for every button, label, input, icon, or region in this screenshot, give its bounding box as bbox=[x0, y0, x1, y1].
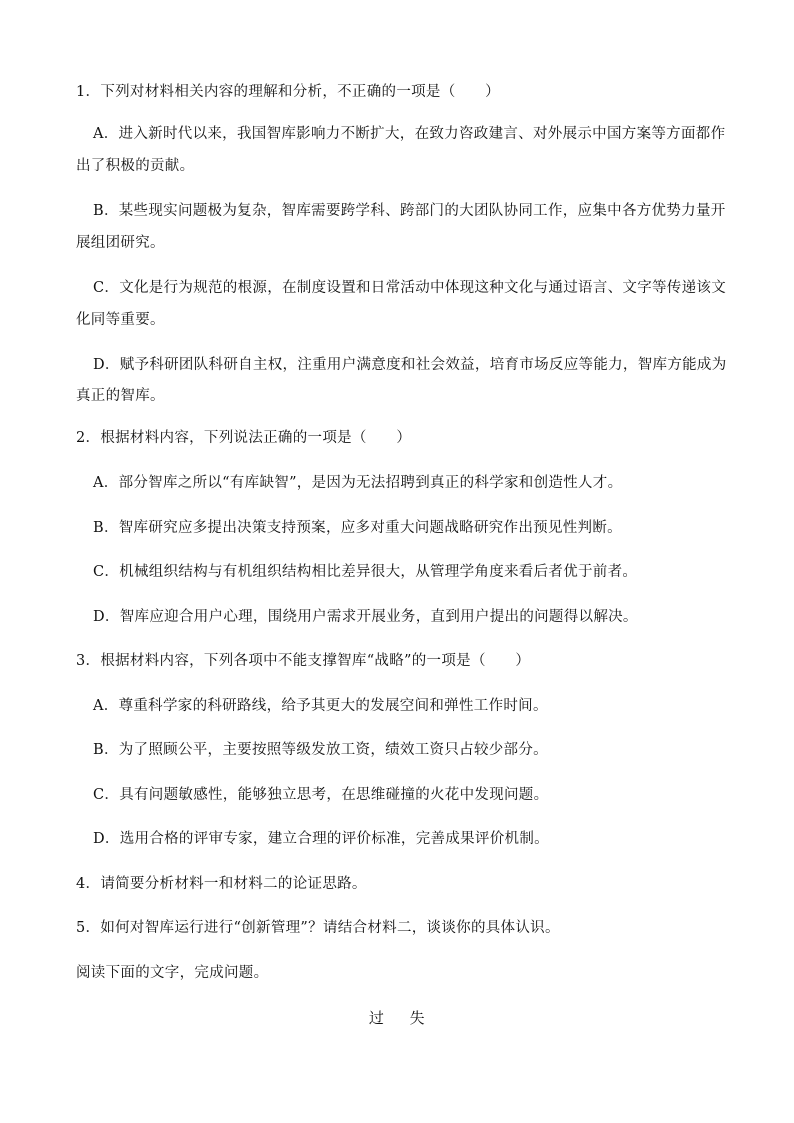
question-4-stem: 4．请简要分析材料一和材料二的论证思路。 bbox=[76, 876, 367, 892]
question-1-option-a-line2: 出了积极的贡献。 bbox=[76, 158, 195, 174]
question-3-option-d: D．选用合格的评审专家，建立合理的评价标准，完善成果评价机制。 bbox=[93, 831, 549, 847]
question-1-option-b-line2: 展组团研究。 bbox=[76, 235, 165, 251]
question-2-option-c: C．机械组织结构与有机组织结构相比差异很大，从管理学角度来看后者优于前者。 bbox=[93, 564, 638, 580]
question-5-stem: 5．如何对智库运行进行“创新管理”？请结合材料二，谈谈你的具体认识。 bbox=[76, 920, 560, 936]
question-2-option-b: B．智库研究应多提出决策支持预案，应多对重大问题战略研究作出预见性判断。 bbox=[93, 520, 622, 536]
passage-title-char-2: 失 bbox=[409, 1009, 426, 1027]
question-3-stem: 3．根据材料内容，下列各项中不能支撑智库“战略”的一项是（ ） bbox=[76, 653, 531, 669]
question-2-option-d: D．智库应迎合用户心理，围绕用户需求开展业务，直到用户提出的问题得以解决。 bbox=[93, 609, 638, 625]
question-2-option-a: A．部分智库之所以“有库缺智”，是因为无法招聘到真正的科学家和创造性人才。 bbox=[93, 475, 623, 491]
question-1-option-d-line2: 真正的智库。 bbox=[76, 388, 165, 404]
question-1-option-c-line1: C．文化是行为规范的根源，在制度设置和日常活动中体现这种文化与通过语言、文字等传递该文 bbox=[93, 280, 726, 296]
passage-title-char-1: 过 bbox=[368, 1009, 385, 1027]
question-3-option-a: A．尊重科学家的科研路线，给予其更大的发展空间和弹性工作时间。 bbox=[93, 698, 548, 714]
question-3-option-c: C．具有问题敏感性，能够独立思考，在思维碰撞的火花中发现问题。 bbox=[93, 787, 549, 803]
passage-title bbox=[0, 1008, 794, 1028]
reading-instruction: 阅读下面的文字，完成问题。 bbox=[76, 965, 269, 981]
question-3-option-b: B．为了照顾公平，主要按照等级发放工资，绩效工资只占较少部分。 bbox=[93, 742, 548, 758]
question-1-option-b-line1: B．某些现实问题极为复杂，智库需要跨学科、跨部门的大团队协同工作，应集中各方优势力量开 bbox=[93, 203, 726, 219]
question-1-option-a-line1: A．进入新时代以来，我国智库影响力不断扩大，在致力咨政建言、对外展示中国方案等方面都作 bbox=[93, 126, 726, 142]
question-2-stem: 2．根据材料内容，下列说法正确的一项是（ ） bbox=[76, 430, 412, 446]
question-1-stem: 1．下列对材料相关内容的理解和分析，不正确的一项是（ ） bbox=[76, 84, 500, 100]
question-1-option-c-line2: 化同等重要。 bbox=[76, 312, 165, 328]
question-1-option-d-line1: D．赋予科研团队科研自主权，注重用户满意度和社会效益，培育市场反应等能力，智库方能成为 bbox=[93, 357, 727, 373]
